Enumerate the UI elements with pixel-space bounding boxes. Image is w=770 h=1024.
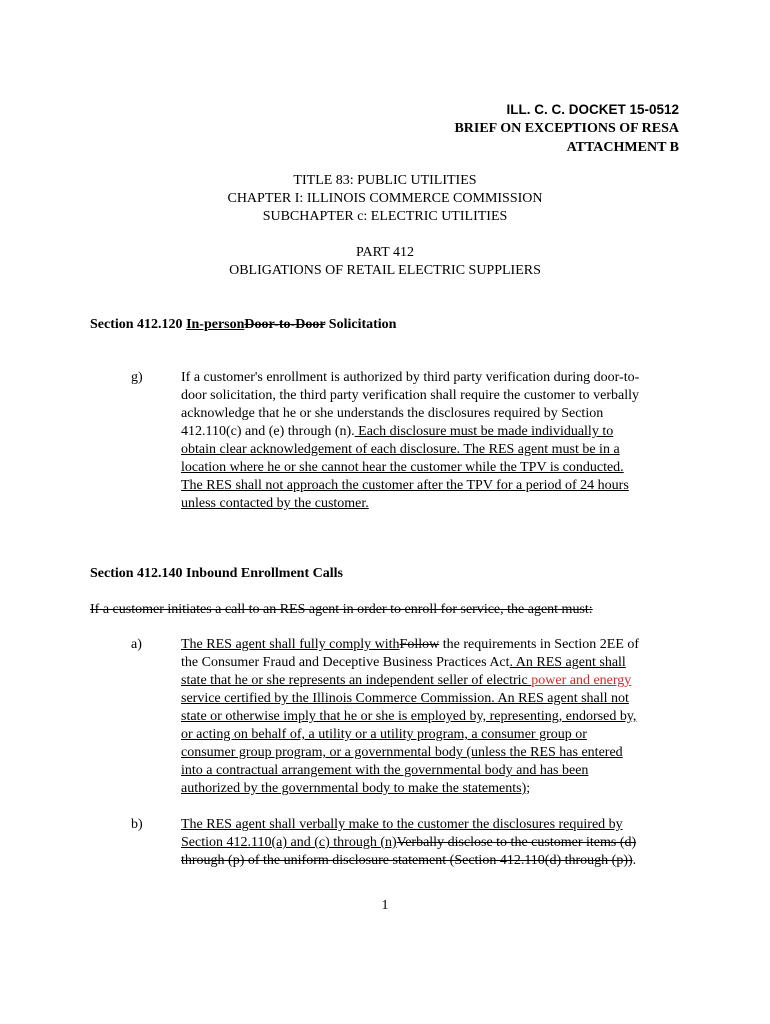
inserted-line: obtain clear acknowledgement of each disclosure. The RES agent must be in a xyxy=(181,442,620,457)
brief-title: BRIEF ON EXCEPTIONS OF RESA xyxy=(454,121,679,136)
heading-deleted-text: Door-to-Door xyxy=(244,317,326,332)
subchapter-line: SUBCHAPTER c: ELECTRIC UTILITIES xyxy=(262,209,508,224)
title-block xyxy=(0,172,770,226)
deleted-text: Follow xyxy=(399,637,440,652)
inserted-line: or acting on behalf of, a utility or a utility program, a consumer group or xyxy=(181,727,587,742)
inserted-line: The RES agent shall verbally make to the customer the disclosures required by xyxy=(181,817,623,832)
paragraph-line: acknowledge that he or she understands the disclosures required by Section xyxy=(181,406,604,421)
inserted-line: consumer group program, or a governmental body (unless the RES has entered xyxy=(181,745,623,760)
deleted-text: through (p) of the uniform disclosure statement (Section 412.110(d) through (p)) xyxy=(181,853,633,868)
inserted-text: . An RES agent shall xyxy=(509,655,626,670)
plain-text: . xyxy=(632,853,637,868)
inserted-text: Each disclosure must be made individually to xyxy=(354,424,614,439)
heading-prefix: Section 412.120 xyxy=(90,317,187,332)
section-412-120-heading xyxy=(90,316,396,334)
paragraph-line xyxy=(181,834,678,852)
paragraph-a-text xyxy=(181,636,678,798)
inserted-text: state that he or she represents an independent seller of electric xyxy=(181,673,532,688)
deleted-intro-text: If a customer initiates a call to an RES agent in order to enroll for service, the agent must: xyxy=(90,602,593,617)
heading-inserted-text: In-person xyxy=(186,317,245,332)
paragraph-g-text xyxy=(181,369,678,513)
docket-number: ILL. C. C. DOCKET 15-0512 xyxy=(506,102,679,117)
plain-text: the Consumer Fraud and Deceptive Business Practices Act xyxy=(181,655,510,670)
part-block xyxy=(0,244,770,280)
page-number: 1 xyxy=(381,898,389,913)
inserted-text: The RES agent shall fully comply with xyxy=(181,637,400,652)
paragraph-line xyxy=(181,654,678,672)
paragraph-b-label: b) xyxy=(131,817,143,832)
paragraph-line: door solicitation, the third party verification shall require the customer to verbally xyxy=(181,388,639,403)
paragraph-a-label: a) xyxy=(131,637,142,652)
paragraph-b-text xyxy=(181,816,678,870)
paragraph-line xyxy=(181,672,678,690)
paragraph-g-label: g) xyxy=(131,370,143,385)
plain-text: ; xyxy=(526,781,531,796)
inserted-line: location where he or she cannot hear the customer while the TPV is conducted. xyxy=(181,460,624,475)
inserted-line: The RES shall not approach the customer after the TPV for a period of 24 hours xyxy=(181,478,629,493)
paragraph-line xyxy=(181,852,678,870)
attachment-label: ATTACHMENT B xyxy=(566,140,679,155)
paragraph-line xyxy=(181,423,678,441)
chapter-line: CHAPTER I: ILLINOIS COMMERCE COMMISSION xyxy=(227,191,543,206)
inserted-text: authorized by the governmental body to make the statements) xyxy=(181,781,527,796)
inserted-line: state or otherwise imply that he or she is employed by, representing, endorsed by, xyxy=(181,709,637,724)
highlighted-inserted-text: power and energy xyxy=(531,673,632,688)
section-412-140-heading: Section 412.140 Inbound Enrollment Calls xyxy=(90,566,343,581)
docket-header xyxy=(454,100,679,157)
inserted-line: unless contacted by the customer. xyxy=(181,496,369,511)
plain-text: 412.110(c) and (e) through (n). xyxy=(181,424,355,439)
title-line: TITLE 83: PUBLIC UTILITIES xyxy=(293,173,477,188)
deleted-text: Verbally disclose to the customer items (d) xyxy=(396,835,637,850)
paragraph-line xyxy=(181,780,678,798)
part-number: PART 412 xyxy=(356,245,414,260)
inserted-line: service certified by the Illinois Commerce Commission. An RES agent shall not xyxy=(181,691,629,706)
heading-suffix: Solicitation xyxy=(325,317,397,332)
inserted-text: Section 412.110(a) and (c) through (n) xyxy=(181,835,397,850)
paragraph-line: If a customer's enrollment is authorized by third party verification during door-to- xyxy=(181,370,640,385)
paragraph-line xyxy=(181,636,678,654)
part-title: OBLIGATIONS OF RETAIL ELECTRIC SUPPLIERS xyxy=(229,263,541,278)
plain-text: the requirements in Section 2EE of xyxy=(439,637,640,652)
inserted-line: into a contractual arrangement with the governmental body and has been xyxy=(181,763,589,778)
